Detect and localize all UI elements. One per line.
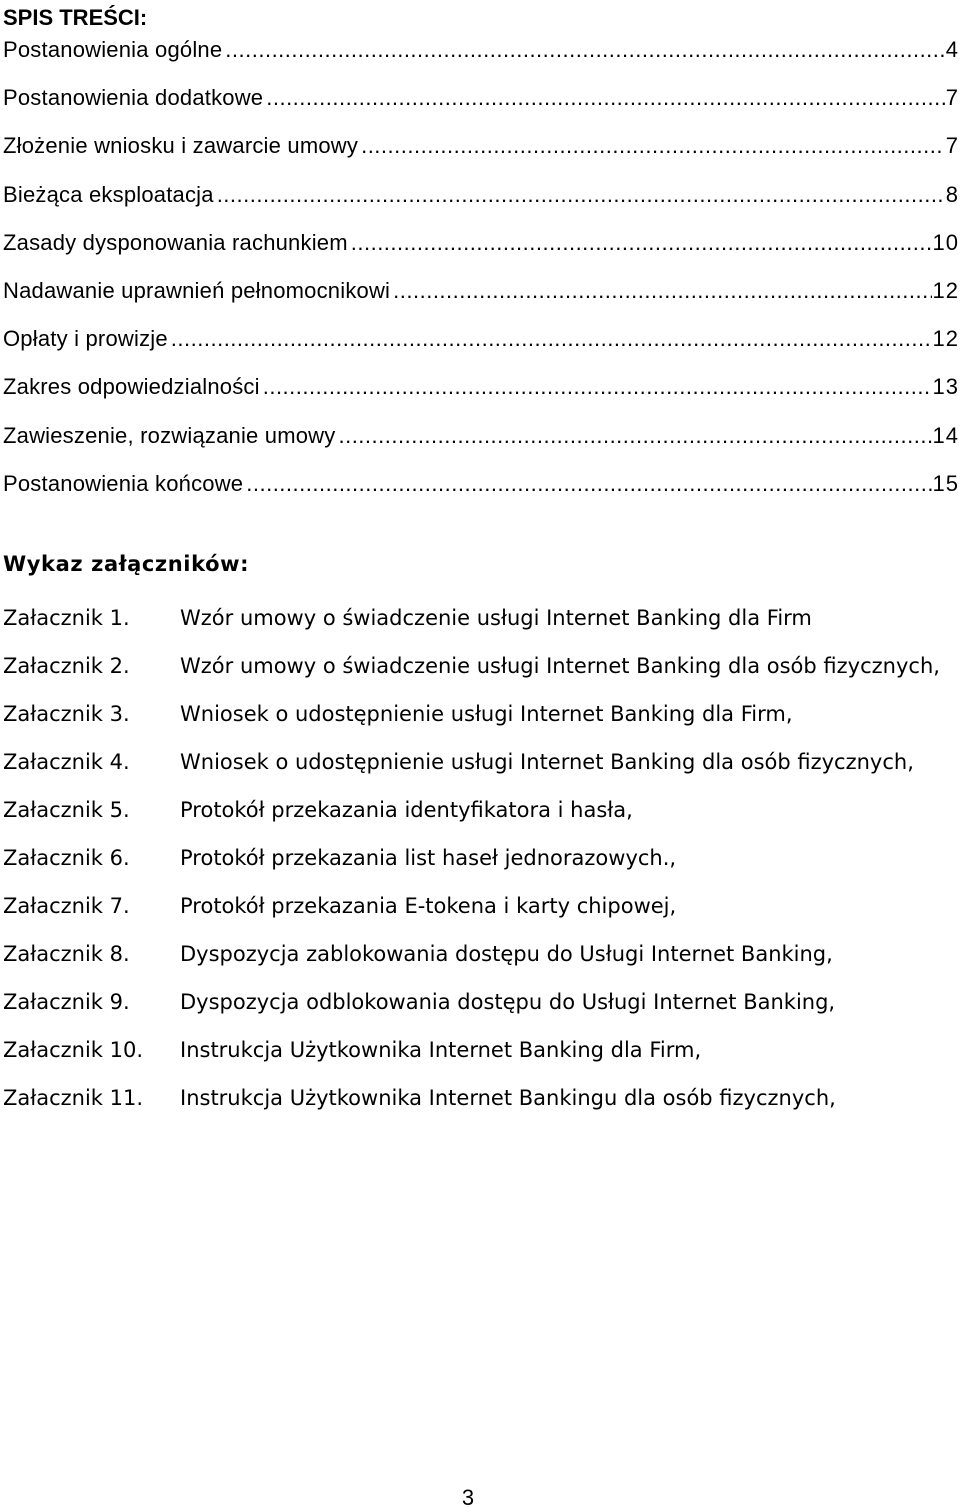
annex-entry (3, 645, 960, 687)
toc-dot-leader (246, 469, 931, 499)
toc-dot-leader (217, 180, 945, 210)
toc-entry-title: Postanowienia dodatkowe (3, 85, 264, 111)
toc-list (3, 35, 959, 517)
toc-entry-title: Bieżąca eksploatacja (3, 181, 214, 207)
toc-dot-leader (338, 421, 931, 451)
toc-dot-leader (266, 83, 945, 113)
toc-heading: SPIS TREŚCI: (3, 5, 148, 30)
annex-label: Załacznik 5. (3, 798, 130, 822)
toc-entry-page: 12 (932, 326, 959, 352)
toc-dot-leader (225, 35, 944, 65)
annex-description: Protokół przekazania list haseł jednorazowych., (180, 846, 677, 870)
annex-label: Załacznik 11. (3, 1086, 144, 1110)
annex-label: Załacznik 4. (3, 750, 130, 774)
toc-entry-page: 15 (932, 470, 959, 496)
toc-entry-page: 4 (945, 37, 959, 62)
toc-entry (3, 83, 959, 131)
toc-dot-leader (361, 131, 945, 161)
annex-description: Instrukcja Użytkownika Internet Banking dla Firm, (180, 1038, 702, 1062)
toc-entry-title: Zasady dysponowania rachunkiem (3, 229, 348, 255)
annex-description: Protokół przekazania identyfikatora i hasła, (180, 798, 633, 822)
annex-label: Załacznik 10. (3, 1038, 144, 1062)
annex-entry (3, 837, 960, 879)
toc-entry (3, 469, 959, 517)
annex-entry (3, 981, 960, 1023)
annex-label: Załacznik 2. (3, 654, 130, 678)
toc-entry (3, 372, 959, 420)
annex-description: Wniosek o udostępnienie usługi Internet Banking dla osób fizycznych, (180, 750, 914, 774)
annex-description: Wniosek o udostępnienie usługi Internet Banking dla Firm, (180, 702, 793, 726)
toc-entry-title: Złożenie wniosku i zawarcie umowy (3, 133, 359, 159)
annex-entry (3, 693, 960, 735)
toc-dot-leader (393, 276, 931, 306)
annex-entry (3, 1077, 960, 1119)
toc-entry-page: 10 (932, 229, 959, 255)
annex-label: Załacznik 8. (3, 942, 130, 966)
toc-entry-page: 13 (932, 374, 959, 400)
toc-entry (3, 35, 959, 83)
annex-list (3, 597, 960, 1125)
toc-entry (3, 421, 959, 469)
annex-entry (3, 741, 960, 783)
annex-entry (3, 789, 960, 831)
toc-entry (3, 228, 959, 276)
toc-entry-page: 12 (932, 277, 959, 303)
annex-entry (3, 597, 960, 639)
annex-label: Załacznik 3. (3, 702, 130, 726)
toc-entry-page: 7 (945, 133, 959, 159)
annex-entry (3, 933, 960, 975)
toc-entry-title: Zawieszenie, rozwiązanie umowy (3, 422, 336, 448)
annex-description: Protokół przekazania E-tokena i karty chipowej, (180, 894, 677, 918)
toc-entry-page: 14 (932, 422, 959, 448)
annex-description: Instrukcja Użytkownika Internet Bankingu dla osób fizycznych, (180, 1086, 836, 1110)
annex-description: Wzór umowy o świadczenie usługi Internet Banking dla Firm (180, 606, 812, 630)
toc-entry-title: Opłaty i prowizje (3, 326, 168, 352)
toc-dot-leader (351, 228, 932, 258)
toc-entry (3, 131, 959, 179)
toc-entry-title: Postanowienia końcowe (3, 470, 244, 496)
annex-description: Dyspozycja zablokowania dostępu do Usługi Internet Banking, (180, 942, 833, 966)
annex-label: Załacznik 6. (3, 846, 130, 870)
toc-dot-leader (263, 372, 932, 402)
toc-entry-title: Nadawanie uprawnień pełnomocnikowi (3, 277, 391, 303)
annex-label: Załacznik 1. (3, 606, 130, 630)
annex-list-heading: Wykaz załączników: (3, 552, 250, 576)
toc-dot-leader (171, 324, 932, 354)
annex-label: Załacznik 7. (3, 894, 130, 918)
toc-entry (3, 180, 959, 228)
annex-description: Dyspozycja odblokowania dostępu do Usługi Internet Banking, (180, 990, 836, 1014)
annex-entry (3, 885, 960, 927)
toc-entry (3, 324, 959, 372)
toc-entry-page: 8 (945, 181, 959, 207)
annex-label: Załacznik 9. (3, 990, 130, 1014)
annex-description: Wzór umowy o świadczenie usługi Internet Banking dla osób fizycznych, (180, 654, 940, 678)
annex-entry (3, 1029, 960, 1071)
toc-entry-page: 7 (945, 85, 959, 111)
toc-entry (3, 276, 959, 324)
toc-entry-title: Postanowienia ogólne (3, 37, 223, 62)
page-number: 3 (461, 1485, 475, 1510)
toc-entry-title: Zakres odpowiedzialności (3, 374, 260, 400)
